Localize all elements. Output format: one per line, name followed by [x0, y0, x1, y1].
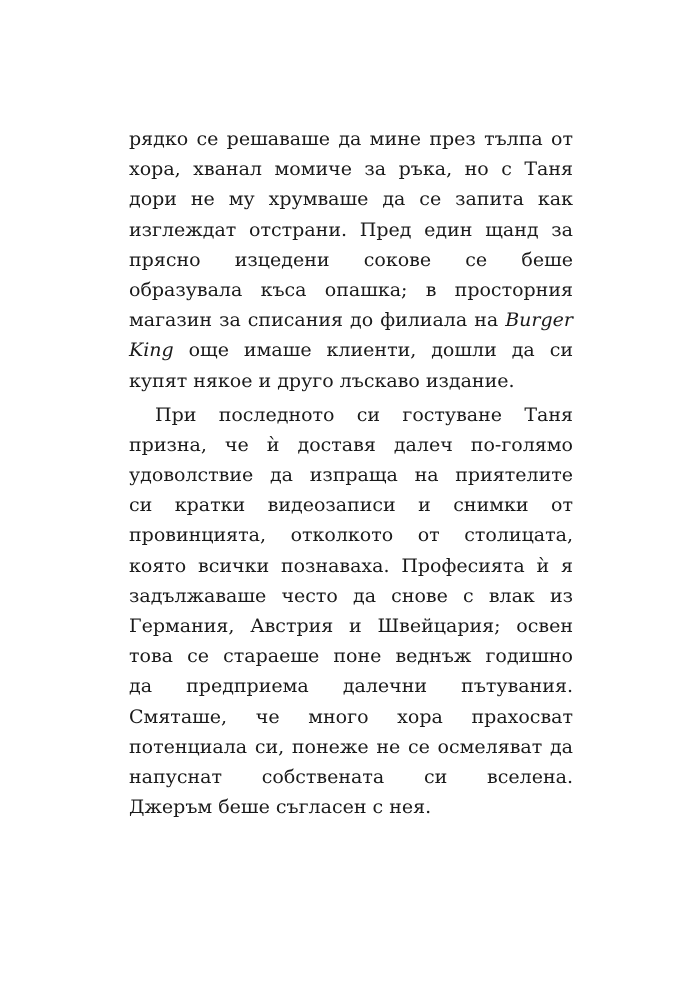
- brand-name-italic: King: [129, 339, 174, 362]
- text-line: провинцията, отколкото от столицата,: [129, 524, 573, 547]
- text-line: дори не му хрумваше да се запита как: [129, 188, 573, 211]
- text-line: [129, 305, 573, 335]
- text-line: [129, 335, 573, 365]
- text-line: потенциала си, понеже не се осмеляват да: [129, 735, 573, 758]
- text-line: рядко се решаваше да мине през тълпа от: [129, 128, 573, 150]
- text-line: която всички познаваха. Професията ѝ я: [129, 554, 573, 577]
- text-line: удоволствие да изпраща на приятелите: [129, 464, 573, 487]
- text-line: Джеръм беше съгласен с нея.: [129, 796, 432, 819]
- text-run: още имаше клиенти, дошли да си: [173, 339, 573, 362]
- text-line: Смяташе, че много хора прахосват: [129, 705, 573, 728]
- text-line: хора, хванал момиче за ръка, но с Таня: [129, 158, 573, 181]
- text-line: да предприема далечни пътувания.: [129, 675, 573, 698]
- text-run: магазин за списания до филиала на: [129, 309, 506, 332]
- text-line: напуснат собствената си вселена.: [129, 765, 573, 788]
- text-line: изглеждат отстрани. Пред един щанд за: [129, 218, 573, 241]
- text-line: си кратки видеозаписи и снимки от: [129, 494, 573, 517]
- text-line: задължаваше често да снове с влак из: [129, 584, 573, 607]
- text-line: Германия, Австрия и Швейцария; освен: [129, 615, 573, 637]
- text-line: прясно изцедени сокове се беше: [129, 248, 573, 271]
- text-line: призна, че ѝ доставя далеч по-голямо: [129, 433, 573, 456]
- text-line: При последното си гостуване Таня: [155, 403, 573, 426]
- text-line: това се стараеше поне веднъж годишно: [129, 645, 573, 668]
- body-text: [129, 124, 573, 822]
- text-line: образувала къса опашка; в просторния: [129, 278, 573, 301]
- brand-name-italic: Burger: [505, 309, 573, 332]
- text-line: купят някое и друго лъскаво издание.: [129, 369, 515, 392]
